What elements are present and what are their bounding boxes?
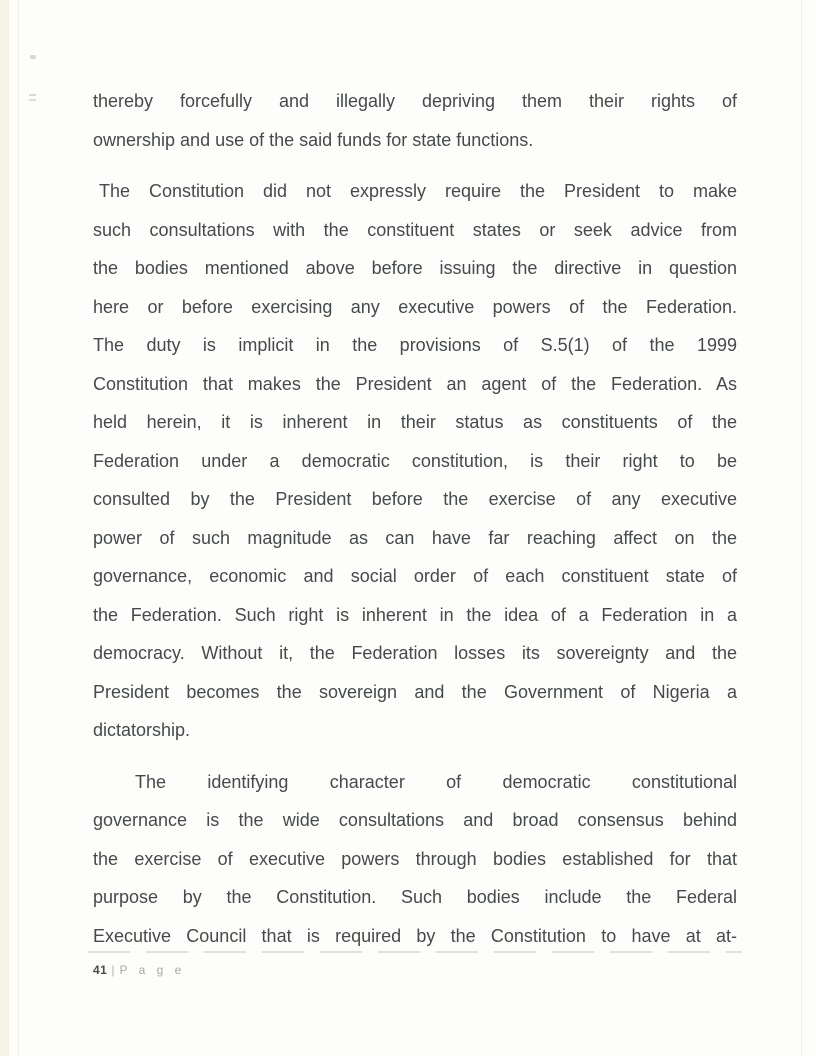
text-line: Executive Council that is required by the Constitution to have at at- <box>93 925 737 946</box>
text-line: the Federation. Such right is inherent in the idea of a Federation in a <box>93 604 737 625</box>
scan-edge-strip <box>0 0 9 1056</box>
scan-artifact-line-left <box>18 0 19 1056</box>
text-line: consulted by the President before the exercise of any executive <box>93 489 737 509</box>
page-label: P a g e <box>119 963 186 977</box>
text-line: President becomes the sovereign and the Government of Nigeria a <box>93 681 737 702</box>
text-line: held herein, it is inherent in their status as constituents of the <box>93 412 737 432</box>
text-line: democracy. Without it, the Federation losses its sovereignty and the <box>93 643 737 663</box>
page-footer <box>93 963 737 977</box>
text-line: such consultations with the constituent states or seek advice from <box>93 219 737 240</box>
text-line: power of such magnitude as can have far reaching affect on the <box>93 527 737 548</box>
text-line: dictatorship. <box>93 720 191 740</box>
page-number: 41 <box>93 963 108 977</box>
text-line: here or before exercising any executive powers of the Federation. <box>93 296 737 317</box>
text-line: Constitution that makes the President an agent of the Federation. As <box>93 373 737 394</box>
paragraph-3 <box>93 763 737 956</box>
text-line: governance, economic and social order of each constituent state of <box>93 566 737 586</box>
scan-artifact-line-right <box>801 0 802 1056</box>
text-line: thereby forcefully and illegally depriving them their rights of <box>93 91 737 111</box>
text-line: the bodies mentioned above before issuing the directive in question <box>93 258 737 278</box>
scan-artifact-footer-line <box>88 951 742 953</box>
text-line: The duty is implicit in the provisions of S.5(1) of the 1999 <box>93 335 737 355</box>
scan-artifact-speck <box>30 55 36 59</box>
text-line: purpose by the Constitution. Such bodies include the Federal <box>93 887 737 907</box>
document-body-text <box>93 82 737 968</box>
footer-divider: | <box>111 963 115 977</box>
text-line: ownership and use of the said funds for state functions. <box>93 129 534 150</box>
text-line: governance is the wide consultations and broad consensus behind <box>93 810 737 830</box>
text-line: Federation under a democratic constitution, is their right to be <box>93 450 737 471</box>
text-line: The Constitution did not expressly require the President to make <box>99 181 737 201</box>
paragraph-2 <box>93 172 737 750</box>
paragraph-1 <box>93 82 737 159</box>
text-line: The identifying character of democratic constitutional <box>135 771 737 792</box>
text-line: the exercise of executive powers through bodies established for that <box>93 848 737 869</box>
scan-artifact-speck <box>29 94 36 96</box>
